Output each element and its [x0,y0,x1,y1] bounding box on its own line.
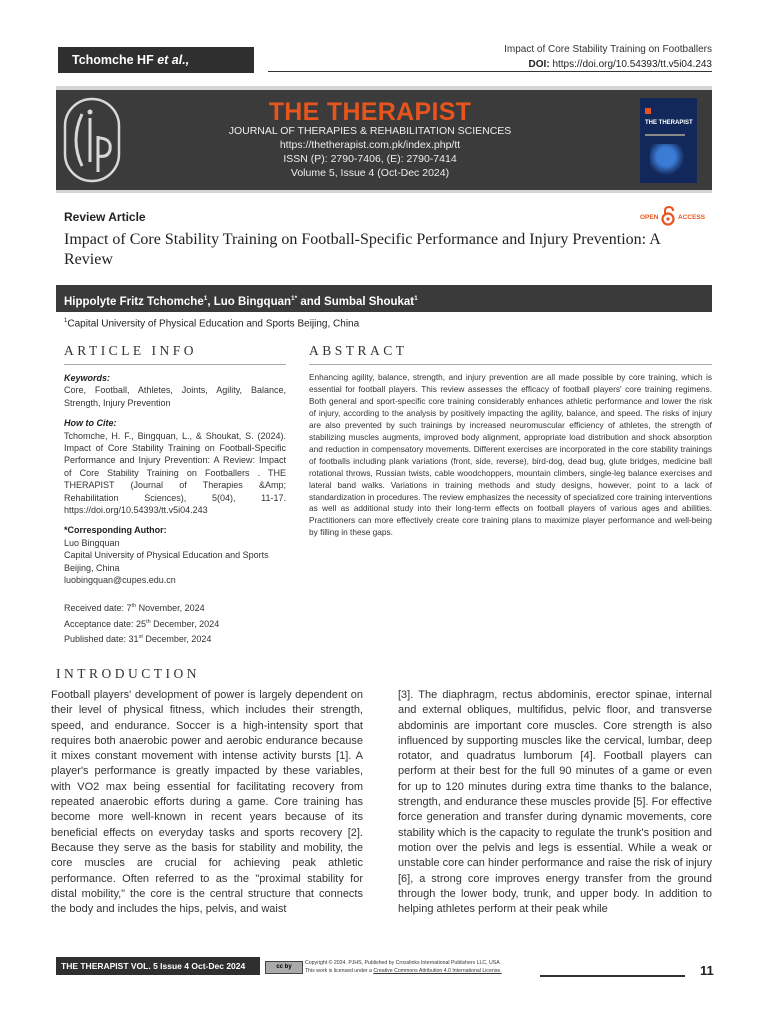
corresponding-location: Beijing, China [64,562,120,573]
citation-text: Tchomche, H. F., Bingquan, L., & Shoukat, S. (2024). Impact of Core Stability Training on Football-Specific Performance and Injury Prevention: A Review: Impact of Core Stability Training on Footballers . THE THERAPIST (Journal of Therapies &Amp; Rehabilitation Sciences), 5(04), 11-17. https://doi.org/10.54393/tt.v5i04.243 [64,430,286,516]
doi-line[interactable]: DOI: https://doi.org/10.54393/tt.v5i04.243 [528,59,712,70]
banner-bottom-stripe [56,190,712,193]
footer-journal-issue: THE THERAPIST VOL. 5 Issue 4 Oct-Dec 2024 [56,957,260,975]
journal-cover-thumbnail: THE THERAPIST [640,98,697,183]
corresponding-name: Luo Bingquan [64,537,120,548]
abstract-text: Enhancing agility, balance, strength, and injury prevention are all made possible by core training, which is essential for football players. This review assesses the efficacy of football players' core training regimens. Both general and sport-specific core training considerably enhances athletic performance and lower the risk of injury, according to the analysis by positively impacting the agility, balance, and speed. The risks of injury are also prevented by such trainings by increased neuromuscular efficiency of athletes, the strength of stabilizing muscles augments, improved body alignment, appropriate load distribution and shock absorption and reduction in compensatory movements. Different exercises are incorporated in the core stability trainings of footballs including plank variations (front, side, reverse), bird-dog, dead bug, glute bridges, medicine ball rotational throws, Russian twists, cable woodchoppers, mountain climbers, single-leg balance exercises and lateral band walks. Variations in training methods and study designs, however, point to a lack of standardization in procedures. The review emphasizes the necessity of specialized core training interventions as well as additional study into their long-term effects on football players of various ages and abilities. Practitioners can more effectively create core training plans to maximize player performance and well-being by filling in these gaps. [309,372,712,538]
cite-label: How to Cite: [64,418,117,429]
article-info-heading: ARTICLE INFO [64,343,198,358]
author-name: Sumbal Shoukat [324,295,415,308]
header-rule [268,71,712,72]
keywords-label: Keywords: [64,373,111,383]
journal-issn: ISSN (P): 2790-7406, (E): 2790-7414 [283,153,457,165]
keywords: Core, Football, Athletes, Joints, Agility, Balance, Strength, Injury Prevention [64,385,286,408]
received-date: Received date: 7th November, 2024 [64,603,205,613]
corresponding-email[interactable]: luobingquan@cupes.edu.cn [64,575,176,586]
journal-url[interactable]: https://thetherapist.com.pk/index.php/tt [279,139,461,151]
article-title: Impact of Core Stability Training on Football-Specific Performance and Injury Prevention: A Review [64,231,660,268]
article-type: Review Article [64,210,146,224]
article-info-panel [64,372,286,587]
corresponding-label: *Corresponding Author: [64,525,167,536]
author-name: Luo Bingquan [213,295,292,308]
authors-bar: Hippolyte Fritz Tchomche$^1$, Luo Bingquan$^{1*}$ and Sumbal Shoukat$^1$ [56,285,712,312]
running-author: Tchomche HF et al., [58,47,254,73]
page-number: 11 [700,963,714,978]
journal-name: THE THERAPIST [268,98,472,126]
article-info-rule [64,364,286,365]
affiliation: $^1$Capital University of Physical Education and Sports Beijing, China [64,318,360,330]
introduction-heading: INTRODUCTION [56,666,200,681]
introduction-column-1: Football players' development of power is largely dependent on their level of physical fitness, which includes their strength, speed, and endurance. Soccer is a high-intensity sport that requires both anaerobic power and aerobic endurance because it mixes constant movement with intense activity bursts [1]. A player's performance is greatly impacted by these variables, with VO2 max being essential for facilitating recovery from repeated anaerobic efforts during a game. Core training has become more well-known in recent years because of its beneficial effects on everyday tasks and sports recovery [2]. Because they serve as the basis for stability and mobility, the core muscles are crucial for achieving peak athletic performance. Often referred to as the "proximal stability for distal mobility," the core is the central structure that connects the body and includes the hips, pelvis, and waist [51,689,363,916]
abstract-rule [309,364,712,365]
banner-top-stripe [56,86,712,90]
running-title: Impact of Core Stability Training on Footballers [504,44,712,55]
journal-subtitle: JOURNAL OF THERAPIES & REHABILITATION SCIENCES [228,125,512,137]
author-name: Hippolyte Fritz Tchomche [64,295,204,308]
published-date: Published date: 31st December, 2024 [64,634,212,644]
journal-volume: Volume 5, Issue 4 (Oct-Dec 2024) [290,167,450,179]
journal-logo-icon [62,96,122,184]
copyright-notice: Copyright © 2024. PJHS, Published by Crosslinks International Publishers LLC, USA This work is licensed under a Creative Commons Attribution 4.0 International License. [305,960,502,974]
corresponding-affiliation: Capital University of Physical Education and Sports [64,550,269,561]
open-lock-icon [661,206,675,226]
footer-rule [540,975,685,977]
license-link[interactable]: Creative Commons Attribution 4.0 International License. [373,968,502,974]
article-dates [64,600,219,647]
cc-license-icon[interactable]: cc by [265,961,303,974]
introduction-column-2: [3]. The diaphragm, rectus abdominis, erector spinae, internal and external obliques, multifidus, pelvic floor, and transverse abdominis are important core muscles. Core strength is also influenced by supporting muscles like the cervical, lumbar, deep rotator, and quadratus lumborum [4]. Football players can perform at their best for the full 90 minutes of a game or even for up to 120 minutes during extra time thanks to the balance, strength, and endurance these muscles provide [5]. For effective force generation and transfer during dynamic movements, core stability which is the capacity to regulate the trunk's position and motion over the pelvis and legs is essential. While a weak or unstable core can hinder performance and raise the risk of injury [6], a strong core improves energy transfer from the ground through the lower body, trunk, and upper body. In addition to helping athletes perform at their peak while [398,689,712,916]
abstract-heading: ABSTRACT [309,343,408,358]
acceptance-date: Acceptance date: 25th December, 2024 [64,618,220,629]
